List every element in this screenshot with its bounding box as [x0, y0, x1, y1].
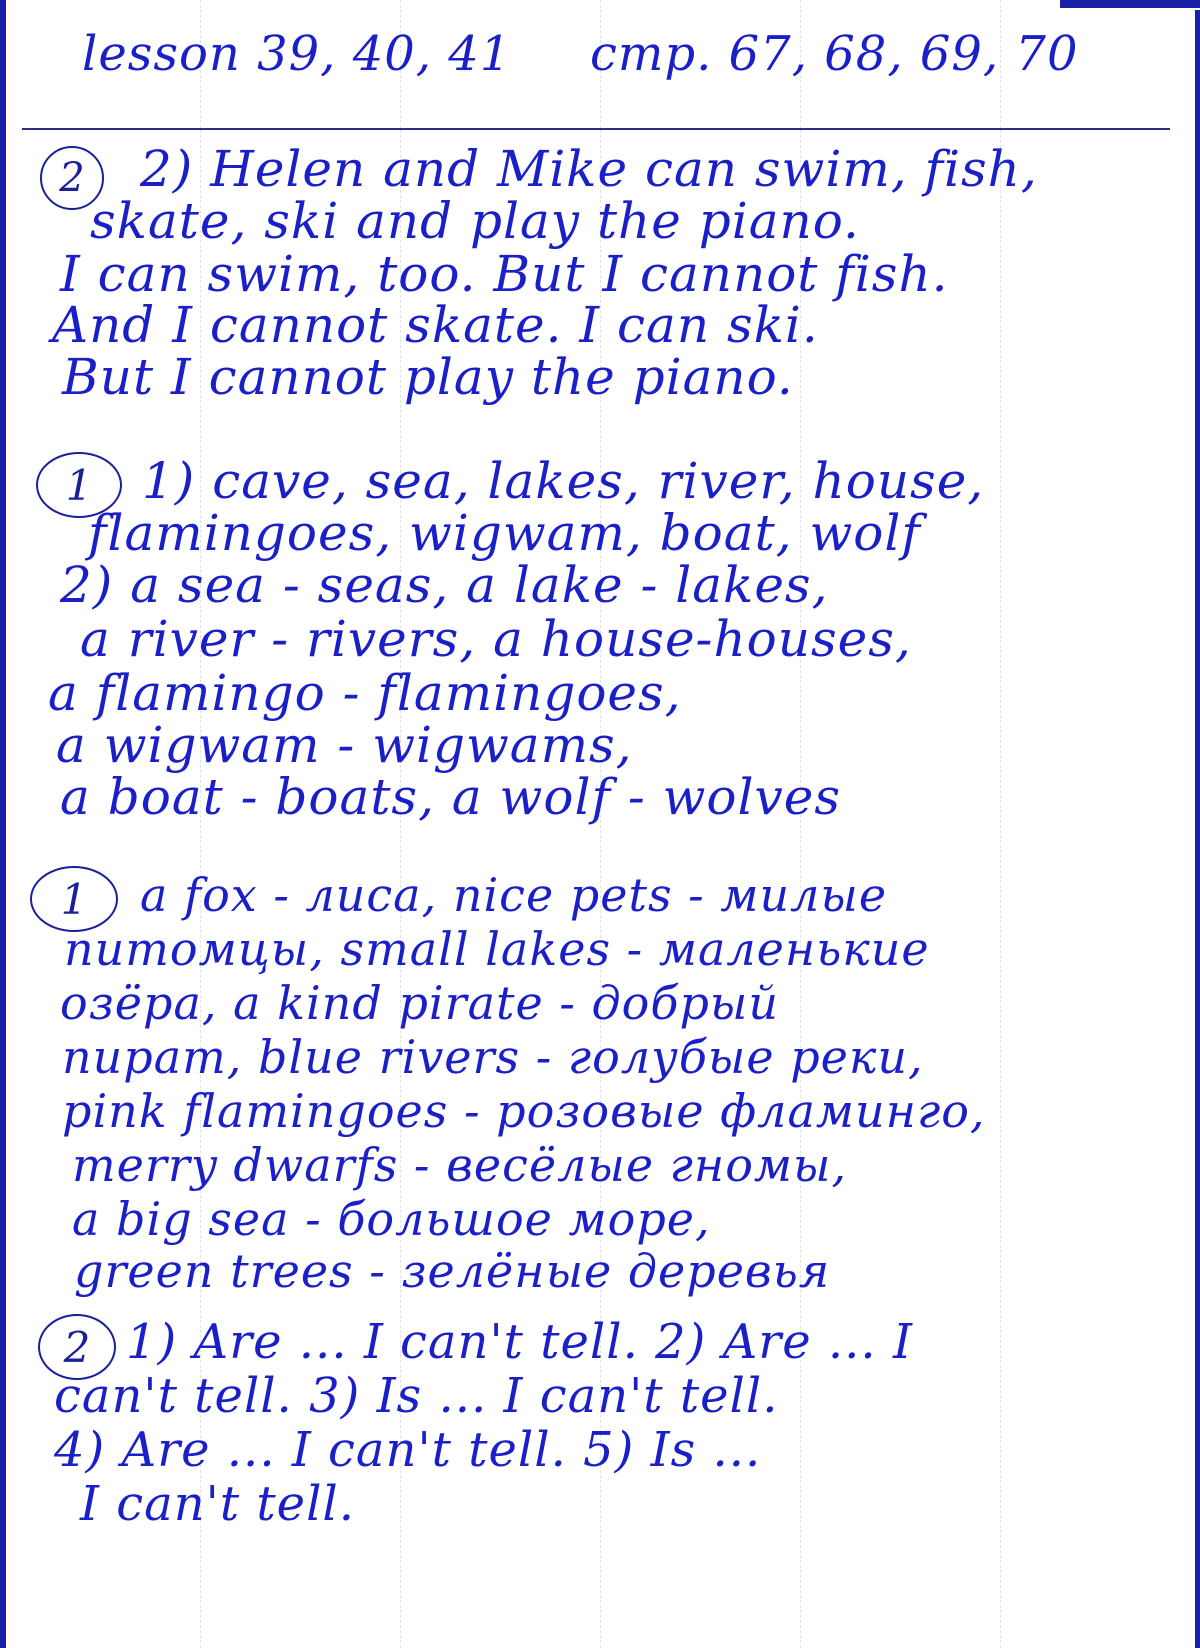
ex2-line-7: a boat - boats, a wolf - wolves — [60, 768, 842, 826]
ex1-line-3: I can swim, too. But I cannot fish. — [60, 245, 949, 303]
ex3-line-5: pink flamingoes - розовые фламинго, — [62, 1084, 986, 1138]
lesson-header: lesson 39, 40, 41 — [82, 26, 512, 82]
ex3-line-3: озёра, a kind pirate - добрый — [60, 976, 779, 1030]
ex1-line-2: skate, ski and play the piano. — [90, 192, 860, 250]
ex1-line-1: 2) Helen and Mike can swim, fish, — [140, 140, 1038, 198]
ex4-line-3: 4) Are ... I can't tell. 5) Is ... — [54, 1422, 762, 1478]
ex1-line-4: And I cannot skate. I can ski. — [52, 296, 819, 354]
ex2-line-3: 2) a sea - seas, a lake - lakes, — [60, 556, 829, 614]
ex3-line-2: питомцы, small lakes - маленькие — [64, 922, 930, 976]
ex2-line-5: a flamingo - flamingoes, — [48, 664, 682, 722]
ex3-line-7: a big sea - большое море, — [72, 1192, 711, 1246]
exercise-number-circle: 1 — [36, 452, 122, 518]
ex3-line-4: пират, blue rivers - голубые реки, — [62, 1030, 924, 1084]
ex2-line-2: flamingoes, wigwam, boat, wolf — [88, 504, 921, 562]
ex2-line-6: a wigwam - wigwams, — [56, 716, 633, 774]
exercise-number-circle: 1 — [30, 866, 118, 932]
exercise-number-circle: 2 — [40, 146, 104, 210]
ex2-line-4: a river - rivers, a house-houses, — [80, 610, 912, 668]
ex4-line-2: can't tell. 3) Is ... I can't tell. — [54, 1368, 779, 1424]
ex1-line-5: But I cannot play the piano. — [62, 348, 794, 406]
ex3-line-8: green trees - зелёные деревья — [74, 1244, 831, 1298]
pages-header: стр. 67, 68, 69, 70 — [590, 26, 1079, 82]
page-edge-top — [1060, 0, 1200, 8]
page-edge-right — [1195, 10, 1200, 1648]
ex4-line-1: 1) Are ... I can't tell. 2) Are ... I — [126, 1314, 913, 1370]
ex3-line-6: merry dwarfs - весёлые гномы, — [72, 1138, 848, 1192]
header-rule — [22, 128, 1170, 130]
ex3-line-1: a fox - лиса, nice pets - милые — [140, 868, 888, 922]
page-edge-left — [0, 0, 6, 1648]
grid-line — [1000, 0, 1001, 1648]
exercise-number-circle: 2 — [38, 1314, 116, 1380]
ex2-line-1: 1) cave, sea, lakes, river, house, — [142, 452, 985, 510]
ex4-line-4: I can't tell. — [80, 1476, 356, 1532]
